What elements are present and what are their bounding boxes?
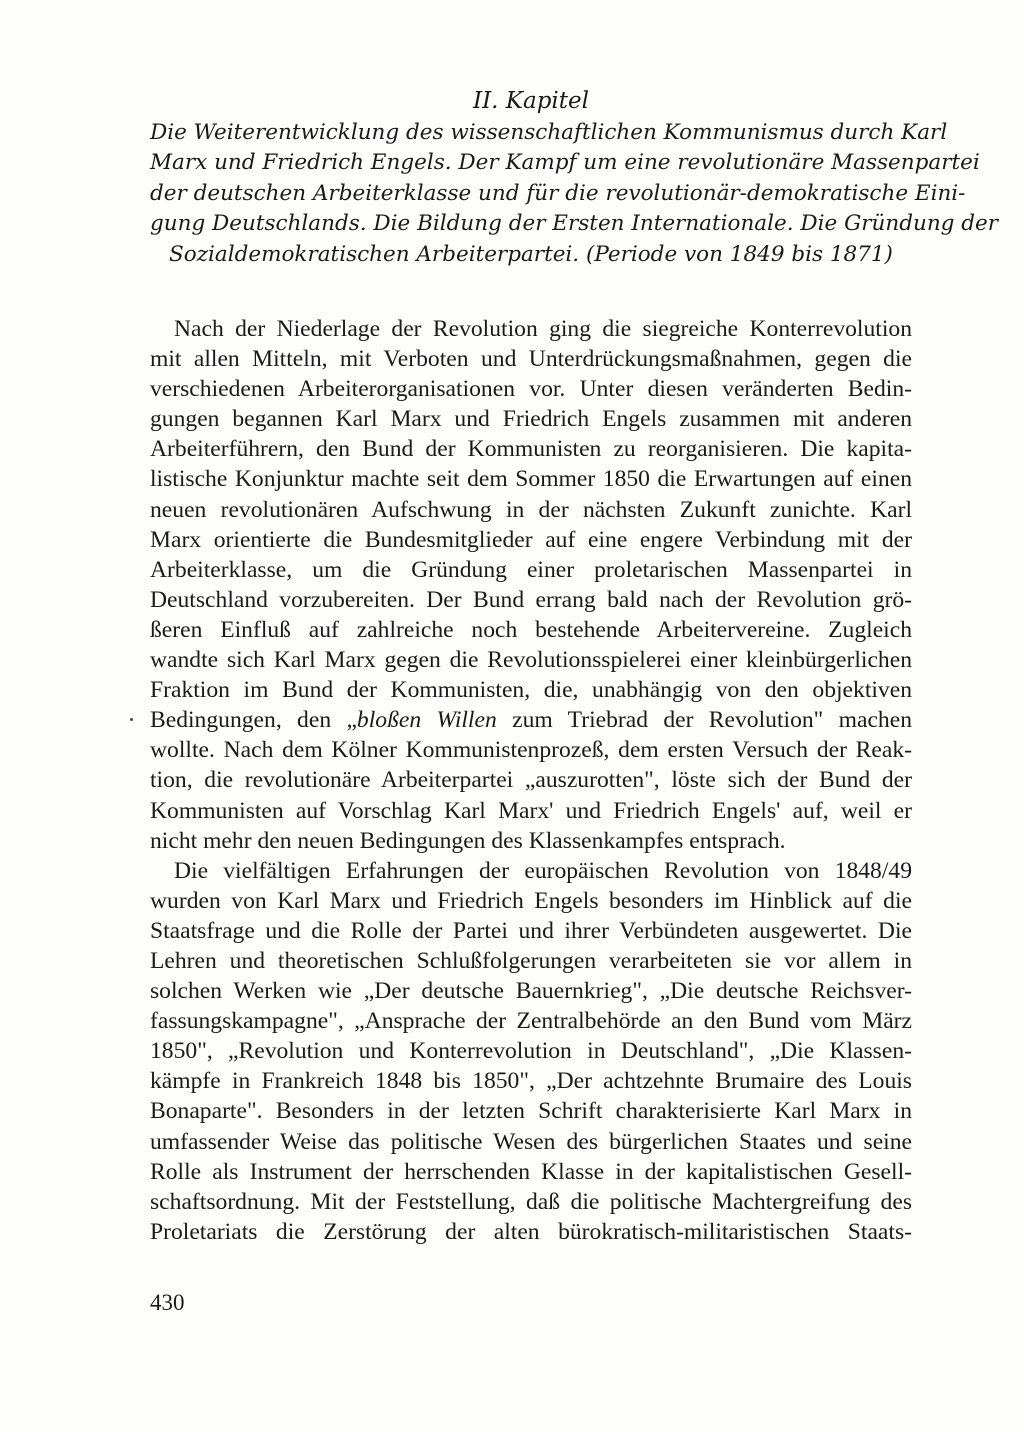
text-line: Deutschland vorzubereiten. Der Bund errang bald nach der Revolution grö- [150, 586, 912, 613]
chapter-number: II. Kapitel [473, 88, 589, 114]
text-line: Lehren und theoretischen Schlußfolgerungen verarbeiteten sie vor allem in [150, 947, 912, 974]
chapter-heading [150, 86, 999, 270]
text-line: listische Konjunktur machte seit dem Sommer 1850 die Erwartungen auf einen [150, 466, 912, 493]
chapter-title-line: der deutschen Arbeiterklasse und für die revolutionär-demokratische Eini- [150, 180, 966, 206]
text-line: wurden von Karl Marx und Friedrich Engels besonders im Hinblick auf die [150, 887, 912, 914]
text-line: verschiedenen Arbeiterorganisationen vor. Unter diesen veränderten Bedin- [150, 376, 912, 403]
text-line: umfassender Weise das politische Wesen des bürgerlichen Staates und seine [150, 1128, 912, 1155]
text-line: schaftsordnung. Mit der Feststellung, daß die politische Machtergreifung des [150, 1188, 912, 1215]
text-line: gungen begannen Karl Marx und Friedrich Engels zusammen mit anderen [150, 406, 912, 433]
text-fragment: Bedingungen, den „ [150, 707, 357, 734]
chapter-title-line: Marx und Friedrich Engels. Der Kampf um eine revolutionäre Massenpartei [150, 150, 980, 175]
text-line: Staatsfrage und die Rolle der Partei und ihrer Verbündeten ausgewertet. Die [150, 917, 912, 944]
body-text [150, 314, 912, 1247]
text-line: Rolle als Instrument der herrschenden Klasse in der kapitalistischen Gesell- [150, 1158, 912, 1185]
paragraph-2 [150, 856, 912, 1247]
text-fragment: zum Triebrad der Revolution" machen [496, 707, 912, 734]
text-line: Arbeiterklasse, um die Gründung einer proletarischen Massenpartei in [150, 556, 912, 583]
text-line: wandte sich Karl Marx gegen die Revolutionsspielerei einer kleinbürgerlichen [150, 647, 912, 674]
page-number: 430 [150, 1290, 185, 1315]
text-line: Fraktion im Bund der Kommunisten, die, unabhängig von den objektiven [150, 677, 912, 704]
text-line: Arbeiterführern, den Bund der Kommunisten zu reorganisieren. Die kapita- [150, 436, 912, 463]
text-line: nicht mehr den neuen Bedingungen des Klassenkampfes entsprach. [150, 827, 786, 854]
text-line: ßeren Einfluß auf zahlreiche noch bestehende Arbeitervereine. Zugleich [150, 616, 912, 643]
text-line: neuen revolutionären Aufschwung in der nächsten Zukunft zunichte. Karl [150, 496, 912, 523]
chapter-title-line: gung Deutschlands. Die Bildung der Ersten Internationale. Die Gründung der [150, 211, 999, 236]
text-line: Bonaparte". Besonders in der letzten Schrift charakterisierte Karl Marx in [150, 1098, 912, 1125]
paragraph-1 [150, 314, 912, 856]
text-line: Die vielfältigen Erfahrungen der europäischen Revolution von 1848/49 [174, 857, 912, 884]
text-line: mit allen Mitteln, mit Verboten und Unterdrückungsmaßnahmen, gegen die [150, 346, 912, 373]
text-line: 1850", „Revolution und Konterrevolution in Deutschland", „Die Klassen- [150, 1038, 912, 1065]
chapter-title-line: Sozialdemokratischen Arbeiterpartei. (Periode von 1849 bis 1871) [169, 241, 893, 267]
text-line: tion, die revolutionäre Arbeiterpartei „auszurotten", löste sich der Bund der [150, 767, 912, 794]
chapter-title-line: Die Weiterentwicklung des wissenschaftlichen Kommunismus durch Karl [150, 119, 948, 145]
text-line: Kommunisten auf Vorschlag Karl Marx' und Friedrich Engels' auf, weil er [150, 797, 912, 824]
print-speck [130, 718, 133, 721]
emphasized-phrase: bloßen Willen [356, 707, 497, 734]
text-line: fassungskampagne", „Ansprache der Zentralbehörde an den Bund vom März [150, 1008, 912, 1035]
text-line: kämpfe in Frankreich 1848 bis 1850", „Der achtzehnte Brumaire des Louis [150, 1068, 912, 1095]
text-line: wollte. Nach dem Kölner Kommunistenprozeß, dem ersten Versuch der Reak- [150, 737, 912, 764]
text-line: Nach der Niederlage der Revolution ging die siegreiche Konterrevolution [174, 316, 912, 342]
text-line: Proletariats die Zerstörung der alten bürokratisch-militaristischen Staats- [150, 1218, 912, 1245]
text-line-with-emphasis [150, 705, 912, 735]
text-line: solchen Werken wie „Der deutsche Bauernkrieg", „Die deutsche Reichsver- [150, 978, 912, 1005]
text-line: Marx orientierte die Bundesmitglieder auf eine engere Verbindung mit der [150, 526, 912, 553]
